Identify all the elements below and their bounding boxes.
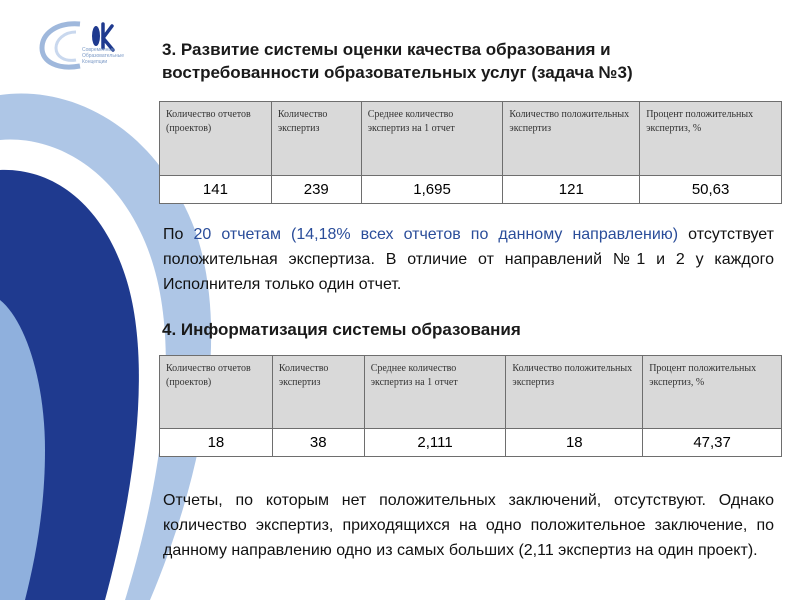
- header-cell-percent: Процент положительных экспертиз, %: [640, 102, 782, 176]
- table-header-row: [160, 356, 782, 429]
- section4-title: 4. Информатизация системы образования: [162, 320, 521, 339]
- header-cell-expertises: Количество экспертиз: [271, 102, 361, 176]
- header-cell-average: Среднее количество экспертиз на 1 отчет: [364, 356, 506, 429]
- value-cell-reports: 141: [160, 176, 272, 204]
- value-cell-percent: 47,37: [643, 429, 782, 457]
- value-cell-average: 2,111: [364, 429, 506, 457]
- section3-title-line2: востребованности образовательных услуг (задача №3): [162, 63, 633, 82]
- section3-title-line1: 3. Развитие системы оценки качества образования и: [162, 40, 611, 59]
- value-cell-reports: 18: [160, 429, 273, 457]
- section4-table: [159, 355, 782, 457]
- table-row: [160, 429, 782, 457]
- logo-text: Современные Образовательные Концепции: [82, 47, 125, 65]
- section3-paragraph: [163, 222, 774, 297]
- section4-paragraph: Отчеты, по которым нет положительных заключений, отсутствуют. Однако количество экспертиз, приходящихся на одно положительное заключение, по данному направлению одно из самых больших (2,11 экспертиз на один проект).: [163, 492, 774, 559]
- value-cell-positive: 121: [503, 176, 640, 204]
- logo: [36, 14, 146, 74]
- header-cell-expertises: Количество экспертиз: [272, 356, 364, 429]
- value-cell-expertises: 239: [271, 176, 361, 204]
- logo-icon: [36, 14, 146, 74]
- header-cell-positive: Количество положительных экспертиз: [503, 102, 640, 176]
- value-cell-expertises: 38: [272, 429, 364, 457]
- header-cell-percent: Процент положительных экспертиз, %: [643, 356, 782, 429]
- section3-title: [162, 38, 762, 84]
- value-cell-percent: 50,63: [640, 176, 782, 204]
- value-cell-average: 1,695: [361, 176, 503, 204]
- header-cell-reports: Количество отчетов (проектов): [160, 356, 273, 429]
- value-cell-positive: 18: [506, 429, 643, 457]
- table-header-row: [160, 102, 782, 176]
- para-highlight: 20 отчетам (14,18% всех отчетов по данному направлению): [193, 226, 679, 243]
- header-cell-positive: Количество положительных экспертиз: [506, 356, 643, 429]
- para-text-start: По: [163, 226, 194, 243]
- para-text-end: отсутствует положительная экспертиза. В отличие от направлений №1 и 2 у каждого Исполнителя только один отчет.: [163, 226, 775, 293]
- table-row: [160, 176, 782, 204]
- header-cell-reports: Количество отчетов (проектов): [160, 102, 272, 176]
- section3-table: [159, 101, 782, 204]
- header-cell-average: Среднее количество экспертиз на 1 отчет: [361, 102, 503, 176]
